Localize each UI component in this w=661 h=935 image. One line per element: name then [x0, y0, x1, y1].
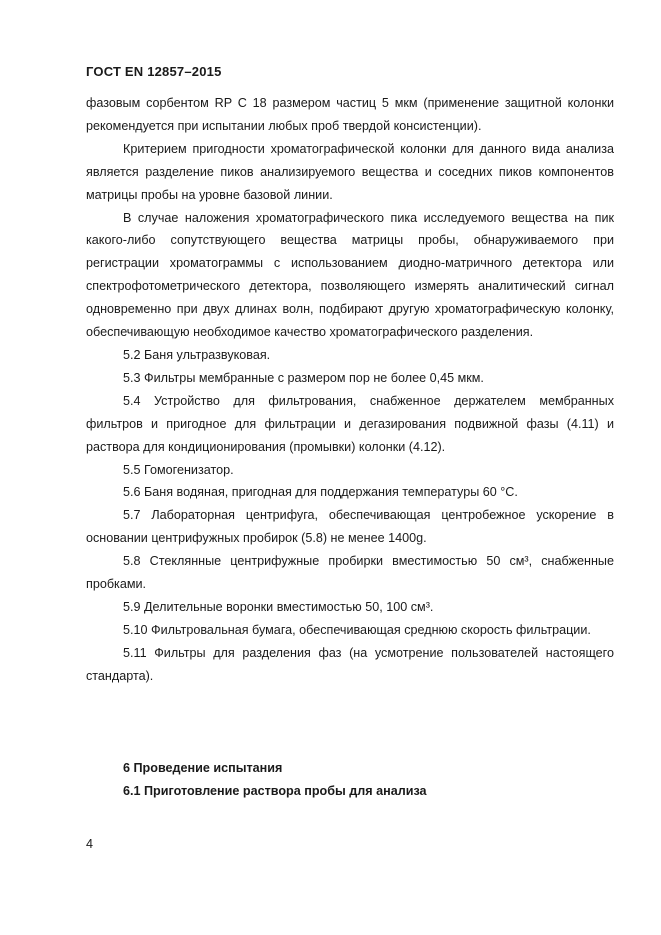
section-subheading: 6.1 Приготовление раствора пробы для анализа — [123, 783, 427, 798]
item-5-11: 5.11 Фильтры для разделения фаз (на усмотрение пользователей настоящего стандарта). — [86, 645, 614, 683]
item-5-10: 5.10 Фильтровальная бумага, обеспечивающая среднюю скорость фильтрации. — [123, 622, 591, 637]
body-text — [86, 92, 614, 688]
paragraph-peak-overlap: В случае наложения хроматографического пика исследуемого вещества на пик какого-либо сопутствующего вещества матрицы пробы, обнаруживаемого при регистрации хроматограммы с использованием диодно-матричного детектора или спектрофотометрического детектора, позволяющего измерять аналитический сигнал одновременно при двух длинах волн, подбирают другую хроматографическую колонку, обеспечивающую необходимое качество хроматографического разделения. — [86, 210, 614, 340]
item-5-7: 5.7 Лабораторная центрифуга, обеспечивающая центробежное ускорение в основании центрифужных пробирок (5.8) не менее 1400g. — [86, 508, 614, 546]
item-5-3: 5.3 Фильтры мембранные с размером пор не более 0,45 мкм. — [123, 370, 484, 385]
item-5-9: 5.9 Делительные воронки вместимостью 50, 100 см³. — [123, 599, 434, 614]
section-heading: 6 Проведение испытания — [123, 761, 283, 775]
item-5-8: 5.8 Стеклянные центрифужные пробирки вместимостью 50 см³, снабженные пробками. — [86, 554, 614, 592]
item-5-4: 5.4 Устройство для фильтрования, снабженное держателем мембранных фильтров и пригодное для фильтрации и дегазирования подвижной фазы (4.11) и раствора для кондиционирования (промывки) колонки (4.12). — [86, 393, 614, 454]
page-number: 4 — [86, 837, 94, 851]
paragraph-continuation: фазовым сорбентом RP C 18 размером частиц 5 мкм (применение защитной колонки рекомендуется при испытании любых проб твердой консистенции). — [86, 96, 614, 133]
paragraph-column-criterion: Критерием пригодности хроматографической колонки для данного вида анализа является разделение пиков анализируемого вещества и соседних пиков компонентов матрицы пробы на уровне базовой линии. — [86, 141, 614, 202]
section-headings — [123, 757, 427, 803]
item-5-5: 5.5 Гомогенизатор. — [123, 462, 234, 477]
item-5-6: 5.6 Баня водяная, пригодная для поддержания температуры 60 °С. — [123, 485, 518, 500]
document-header-title: ГОСТ EN 12857–2015 — [86, 64, 222, 79]
item-5-2: 5.2 Баня ультразвуковая. — [123, 347, 271, 362]
